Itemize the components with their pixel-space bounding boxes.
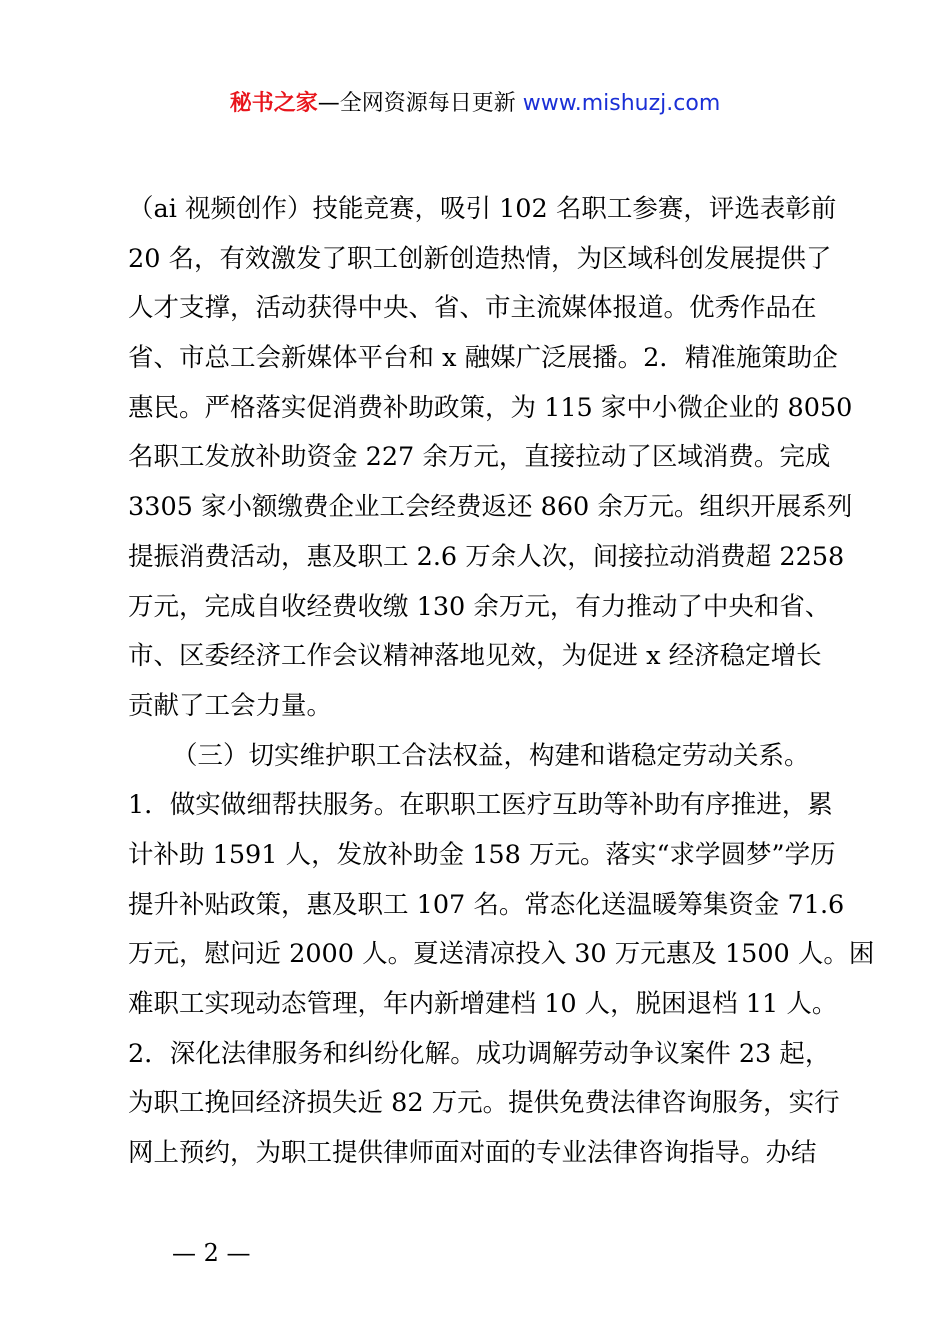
section-heading: （三）切实维护职工合法权益，构建和谐稳定劳动关系。 <box>172 740 810 771</box>
header-tagline: —全网资源每日更新 <box>317 91 523 116</box>
text-line: 计补助 1591 人，发放补助金 158 万元。落实“求学圆梦”学历 <box>128 839 836 870</box>
site-url: www.mishuzj.com <box>522 91 721 116</box>
text-line: 名职工发放补助资金 227 余万元，直接拉动了区域消费。完成 <box>128 442 831 473</box>
text-line: 提升补贴政策，惠及职工 107 名。常态化送温暖筹集资金 71.6 <box>128 889 845 920</box>
text-line: 网上预约，为职工提供律师面对面的专业法律咨询指导。办结 <box>128 1138 817 1169</box>
text-line: 难职工实现动态管理，年内新增建档 10 人，脱困退档 11 人。 <box>128 989 838 1019</box>
document-body <box>128 185 875 1179</box>
brand-name: 秘书之家 <box>229 91 318 116</box>
text-line: 惠民。严格落实促消费补助政策，为 115 家中小微企业的 8050 <box>128 392 853 423</box>
text-line: 2．深化法律服务和纠纷化解。成功调解劳动争议案件 23 起， <box>128 1038 831 1069</box>
page-number: — 2 — <box>172 1239 251 1267</box>
text-line: 贡献了工会力量。 <box>128 690 333 721</box>
text-line: 为职工挽回经济损失近 82 万元。提供免费法律咨询服务，实行 <box>128 1088 840 1119</box>
text-line: 提振消费活动，惠及职工 2.6 万余人次，间接拉动消费超 2258 <box>128 541 845 572</box>
text-line: （ai 视频创作）技能竞赛，吸引 102 名职工参赛，评选表彰前 <box>128 194 837 224</box>
text-line: 3305 家小额缴费企业工会经费返还 860 余万元。组织开展系列 <box>128 492 853 523</box>
text-line: 万元，慰问近 2000 人。夏送清凉投入 30 万元惠及 1500 人。困 <box>128 939 875 970</box>
text-line: 1．做实做细帮扶服务。在职职工医疗互助等补助有序推进，累 <box>128 790 833 821</box>
text-line: 万元，完成自收经费收缴 130 余万元，有力推动了中央和省、 <box>128 591 831 622</box>
text-line: 省、市总工会新媒体平台和 x 融媒广泛展播。2．精准施策助企 <box>128 343 838 374</box>
site-header <box>0 86 950 122</box>
text-line: 20 名，有效激发了职工创新创造热情，为区域科创发展提供了 <box>128 243 832 274</box>
text-line: 市、区委经济工作会议精神落地见效，为促进 x 经济稳定增长 <box>128 641 822 672</box>
text-line: 人才支撑，活动获得中央、省、市主流媒体报道。优秀作品在 <box>128 293 817 324</box>
